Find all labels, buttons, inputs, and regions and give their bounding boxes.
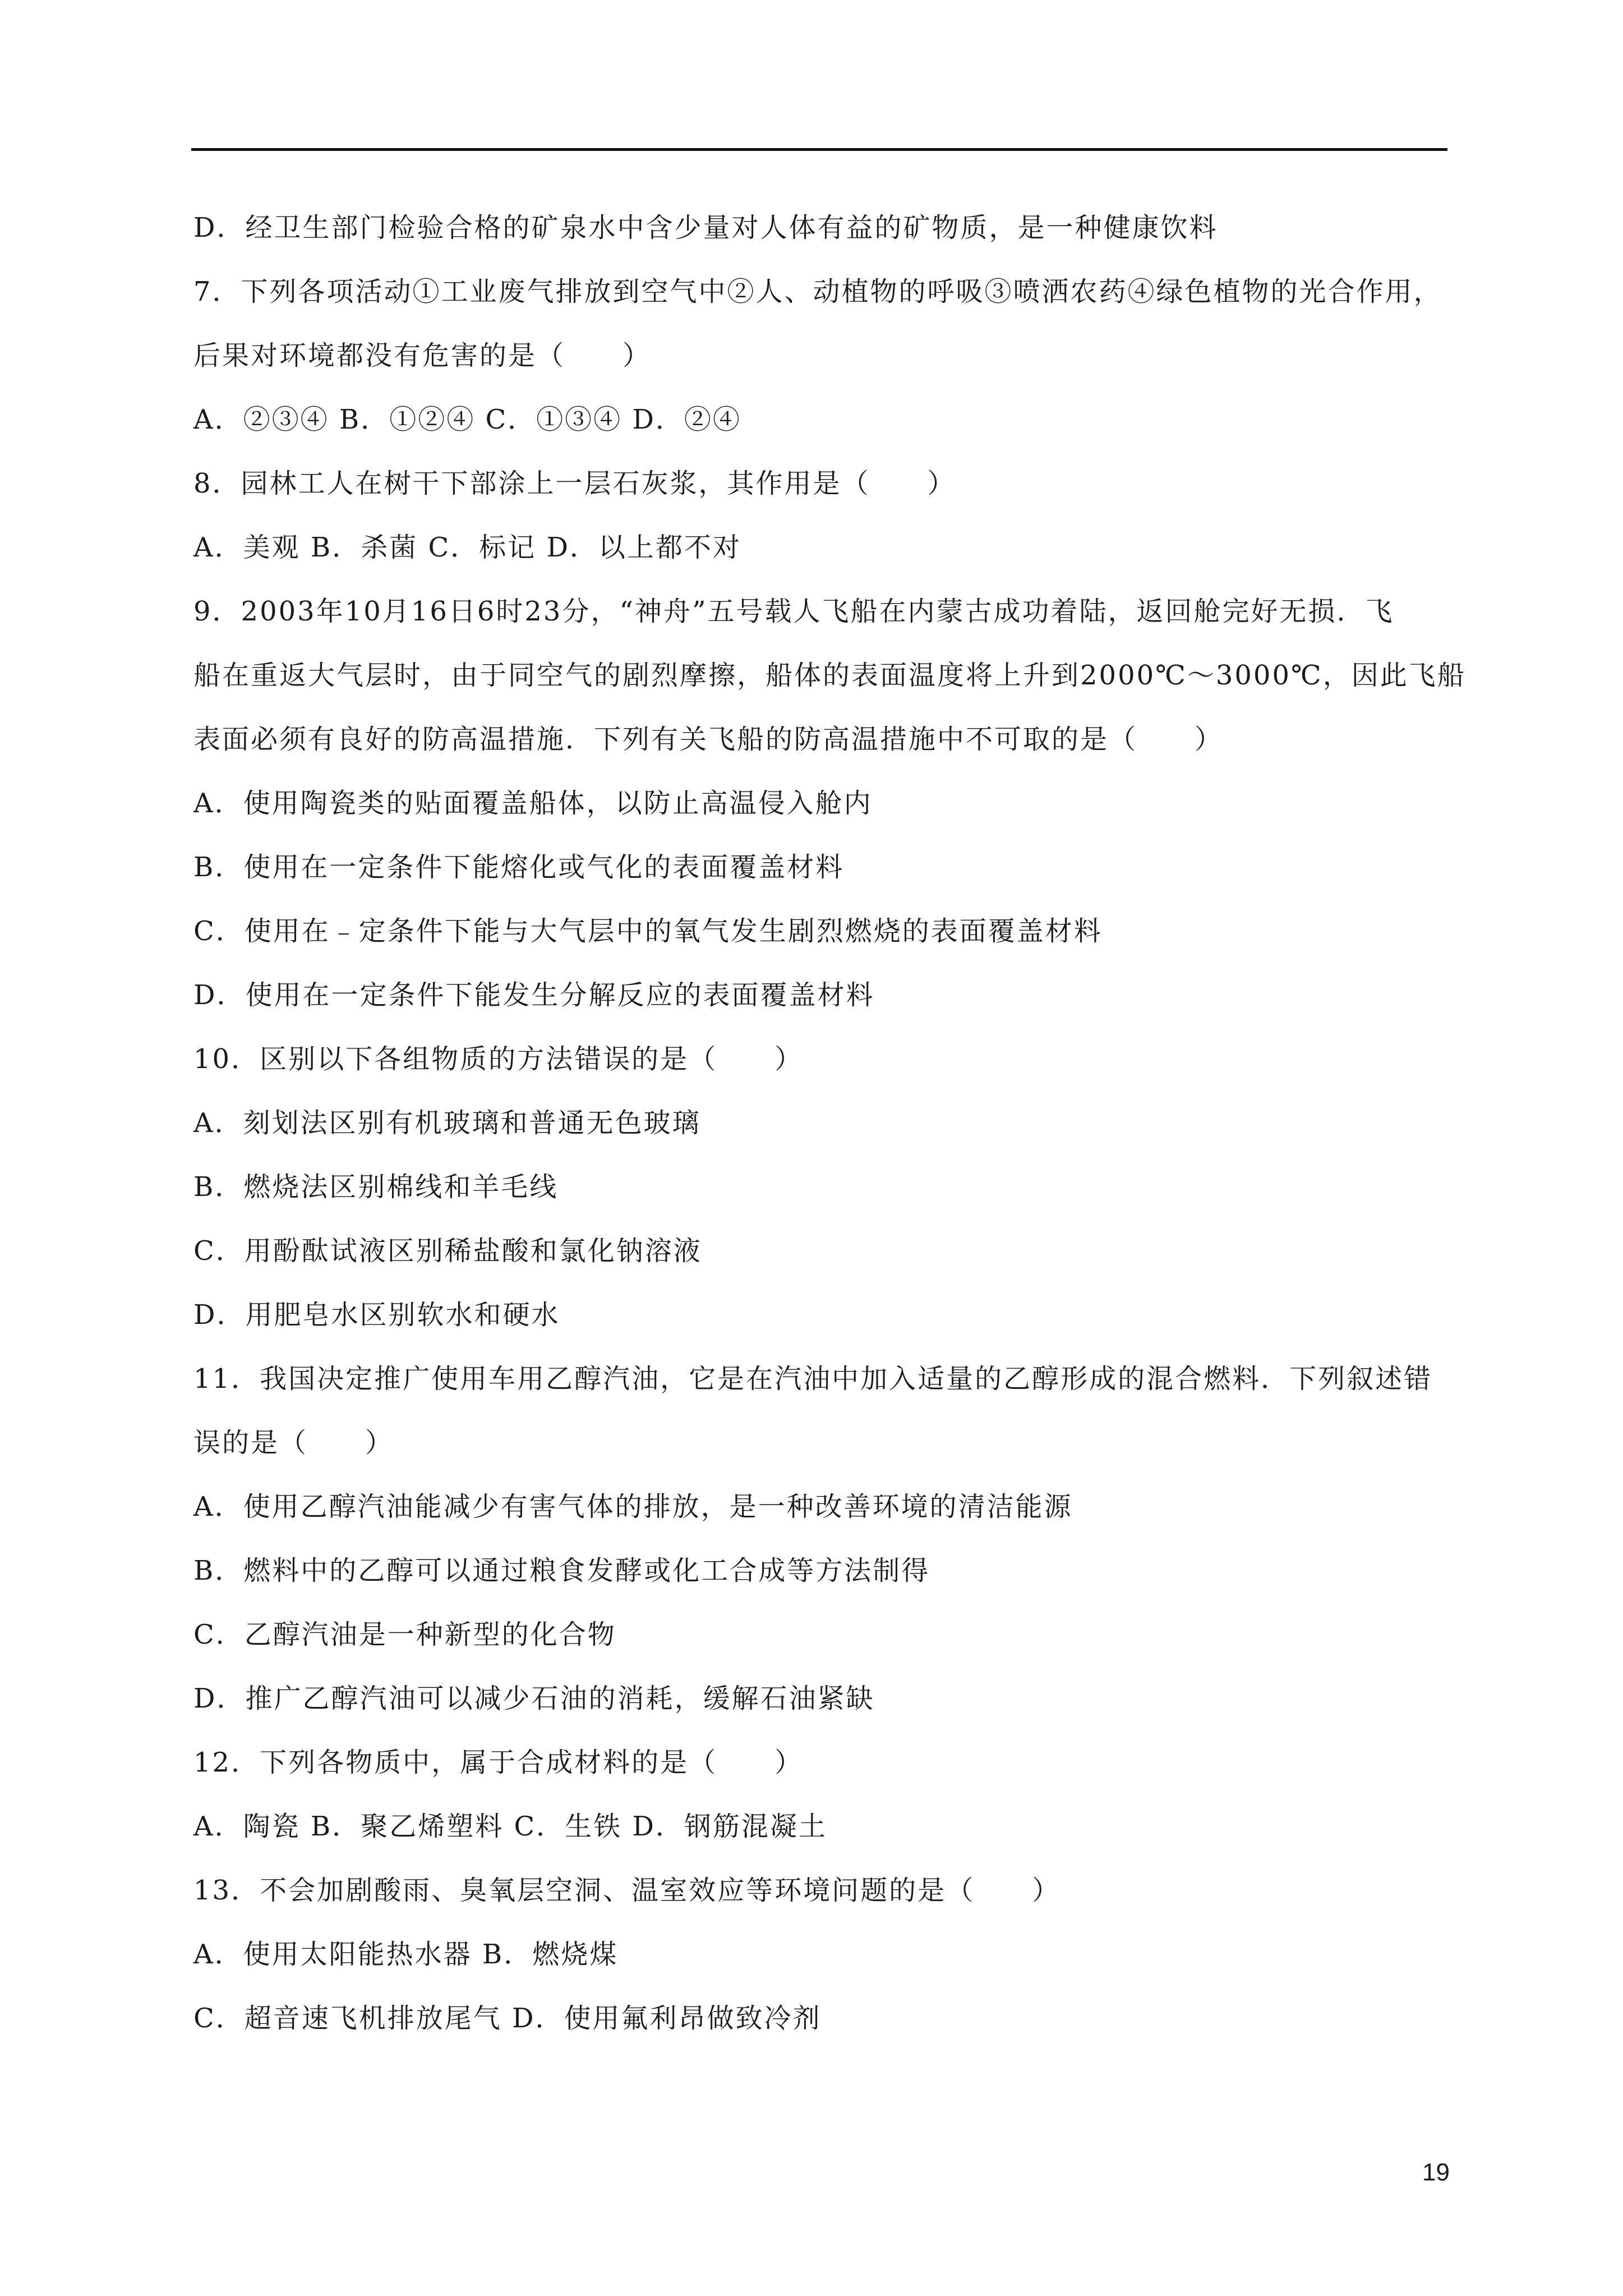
question-12-stem: 12．下列各物质中，属于合成材料的是（ ） <box>193 1747 804 1778</box>
question-9-option-a: A．使用陶瓷类的贴面覆盖船体，以防止高温侵入舱内 <box>193 788 873 819</box>
question-11-option-c: C．乙醇汽油是一种新型的化合物 <box>193 1619 616 1650</box>
question-10-option-d: D．用肥皂水区别软水和硬水 <box>193 1299 560 1331</box>
question-8-options: A．美观 B．杀菌 C．标记 D．以上都不对 <box>193 532 741 563</box>
question-10-option-a: A．刻划法区别有机玻璃和普通无色玻璃 <box>193 1107 701 1139</box>
question-11-stem: 11．我国决定推广使用车用乙醇汽油，它是在汽油中加入适量的乙醇形成的混合燃料．下列叙述错 <box>193 1363 1433 1395</box>
question-13-options-cd: C．超音速飞机排放尾气 D．使用氟利昂做致冷剂 <box>193 2003 822 2034</box>
question-11-option-d: D．推广乙醇汽油可以减少石油的消耗，缓解石油紧缺 <box>193 1683 875 1714</box>
header-rule <box>191 148 1447 151</box>
question-10-option-b: B．燃烧法区别棉线和羊毛线 <box>193 1171 559 1203</box>
question-7-options: A．②③④ B．①②④ C．①③④ D．②④ <box>193 404 741 435</box>
question-12-options: A．陶瓷 B．聚乙烯塑料 C．生铁 D．钢筋混凝土 <box>193 1811 827 1842</box>
question-8-stem: 8．园林工人在树干下部涂上一层石灰浆，其作用是（ ） <box>193 468 956 499</box>
question-9-stem: 9．2003年10月16日6时23分，“神舟”五号载人飞船在内蒙古成功着陆，返回舱完好无损．飞 <box>193 596 1394 627</box>
question-13-options-ab: A．使用太阳能热水器 B．燃烧煤 <box>193 1939 619 1970</box>
question-7-stem: 7．下列各项活动①工业废气排放到空气中②人、动植物的呼吸③喷洒农药④绿色植物的光合作用， <box>193 276 1442 307</box>
question-11-option-b: B．燃料中的乙醇可以通过粮食发酵或化工合成等方法制得 <box>193 1555 930 1586</box>
question-10-option-c: C．用酚酞试液区别稀盐酸和氯化钠溶液 <box>193 1235 702 1267</box>
question-13-stem: 13．不会加剧酸雨、臭氧层空洞、温室效应等环境问题的是（ ） <box>193 1875 1061 1906</box>
question-9-option-c: C．使用在﹣定条件下能与大气层中的氧气发生剧烈燃烧的表面覆盖材料 <box>193 915 1103 947</box>
question-11-option-a: A．使用乙醇汽油能减少有害气体的排放，是一种改善环境的清洁能源 <box>193 1491 1073 1522</box>
question-9-stem-cont: 船在重返大气层时，由于同空气的剧烈摩擦，船体的表面温度将上升到2000℃～3000℃，因此飞船 <box>193 660 1466 691</box>
question-10-stem: 10．区别以下各组物质的方法错误的是（ ） <box>193 1043 804 1075</box>
question-7-stem-cont: 后果对环境都没有危害的是（ ） <box>193 340 652 371</box>
question-11-stem-cont: 误的是（ ） <box>193 1427 394 1458</box>
question-9-option-d: D．使用在一定条件下能发生分解反应的表面覆盖材料 <box>193 979 875 1011</box>
question-9-option-b: B．使用在一定条件下能熔化或气化的表面覆盖材料 <box>193 852 845 883</box>
question-9-stem-cont2: 表面必须有良好的防高温措施．下列有关飞船的防高温措施中不可取的是（ ） <box>193 724 1224 755</box>
option-6d: D．经卫生部门检验合格的矿泉水中含少量对人体有益的矿物质，是一种健康饮料 <box>193 212 1218 243</box>
page-number: 19 <box>1422 2159 1450 2186</box>
